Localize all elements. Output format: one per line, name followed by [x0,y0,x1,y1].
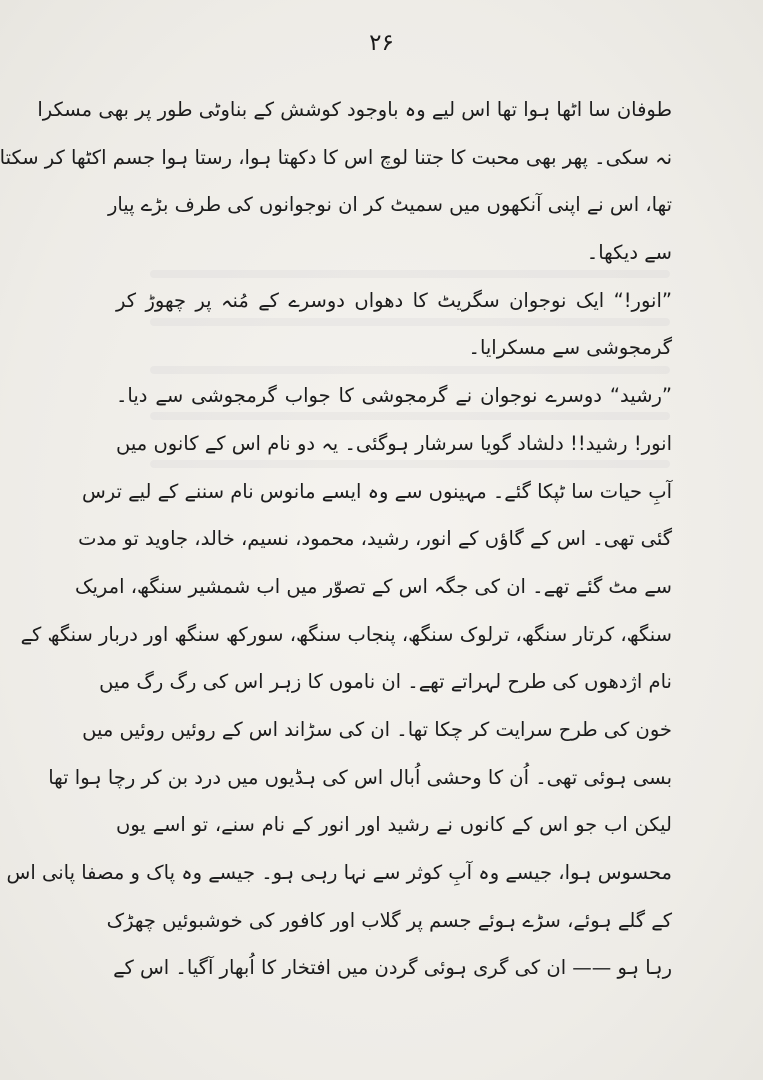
text-line: محسوس ہوا، جیسے وہ آبِ کوثر سے نہا رہی ہو۔ جیسے وہ پاک و مصفا پانی اس [6,861,672,884]
text-line: کے گلے ہوئے، سڑے ہوئے جسم پر گلاب اور کافور کی خوشبوئیں چھڑک [106,908,672,932]
text-line: تھا، اس نے اپنی آنکھوں میں سمیٹ کر ان نوجوانوں کی طرف بڑے پیار [107,193,672,217]
text-line: گرمجوشی سے مسکرایا۔ [468,336,672,360]
text-line: نہ سکی۔ پھر بھی محبت کا جتنا لوچ اس کا دکھتا ہوا، رستا ہوا جسم اکٹھا کر سکتا [0,145,672,169]
text-line: خون کی طرح سرایت کر چکا تھا۔ ان کی سڑاند اس کے روئیں روئیں میں [82,717,672,741]
text-line: لیکن اب جو اس کے کانوں نے رشید اور انور کے نام سنے، تو اسے یوں [116,813,672,837]
text-line: ”انور!“ ایک نوجوان سگریٹ کا دھواں دوسرے کے مُنہ پر چھوڑ کر [116,288,672,312]
text-line: بسی ہوئی تھی۔ اُن کا وحشی اُبال اس کی ہڈیوں میں درد بن کر رچا ہوا تھا [48,765,672,789]
text-line: سنگھ، کرتار سنگھ، ترلوک سنگھ، پنجاب سنگھ، سورکھ سنگھ اور دربار سنگھ کے [20,622,672,646]
text-line: ”رشید“ دوسرے نوجوان نے گرمجوشی کا جواب گرمجوشی سے دیا۔ [116,384,672,408]
text-line: گئی تھی۔ اس کے گاؤں کے انور، رشید، محمود، نسیم، خالد، جاوید تو مدت [78,527,672,551]
text-line: انور! رشید!! دلشاد گویا سرشار ہوگئی۔ یہ دو نام اس کے کانوں میں [116,431,672,455]
body-text [0,86,672,992]
text-line: نام اژدھوں کی طرح لہراتے تھے۔ ان ناموں کا زہر اس کی رگ رگ میں [99,670,672,694]
text-line: سے دیکھا۔ [586,241,672,265]
text-line: طوفان سا اٹھا ہوا تھا اس لیے وہ باوجود کوشش کے بناوٹی طور پر بھی مسکرا [37,98,672,121]
text-line: آبِ حیات سا ٹپکا گئے۔ مہینوں سے وہ ایسے مانوس نام سننے کے لیے ترس [81,479,672,503]
text-line: سے مٹ گئے تھے۔ ان کی جگہ اس کے تصوّر میں اب شمشیر سنگھ، امریک [75,574,672,598]
text-line: رہا ہو —— ان کی گری ہوئی گردن میں افتخار کا اُبھار آگیا۔ اس کے [113,956,672,980]
page-number: ۲۶ [369,30,394,56]
